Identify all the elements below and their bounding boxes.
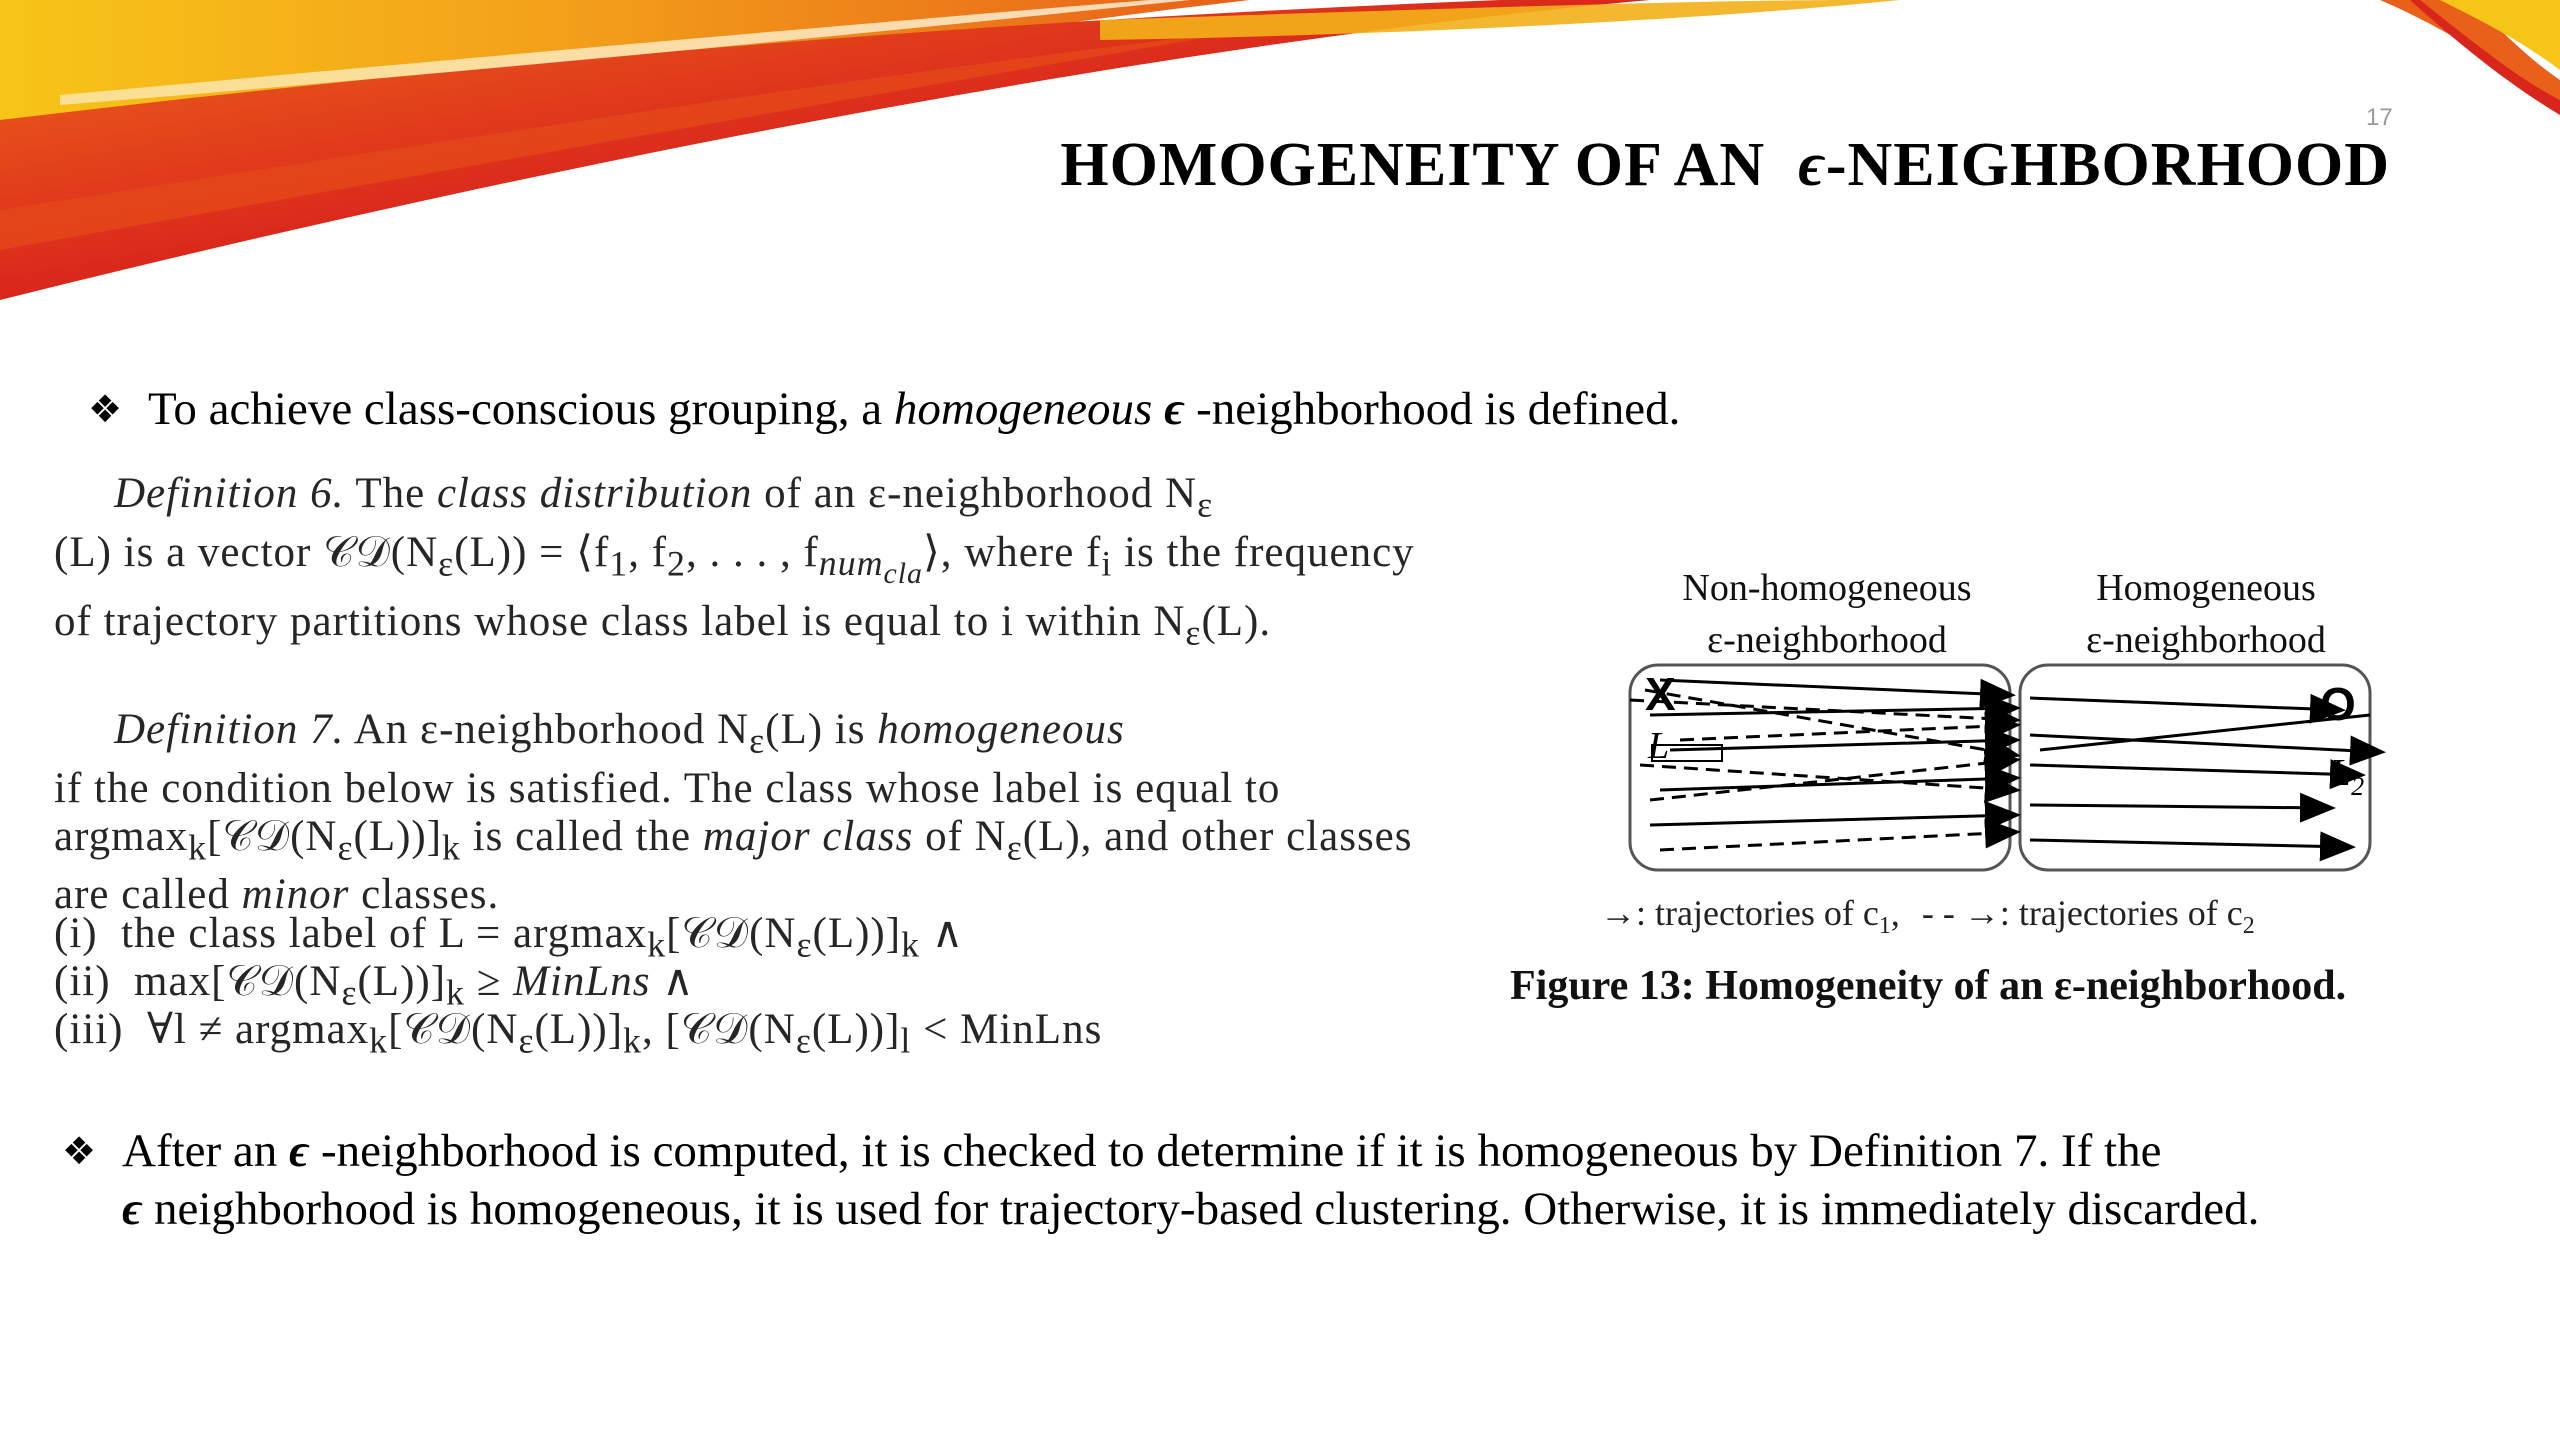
def-text: (L), and other classes are called xyxy=(54,812,1413,919)
cond-sub: ε xyxy=(795,1020,812,1061)
def-sub: 1 xyxy=(609,543,629,584)
bullet-item xyxy=(88,380,2388,438)
legend-dashed: - - →: trajectories of c xyxy=(1921,893,2243,933)
cond-sub: k xyxy=(623,1020,642,1061)
cond-text: (L))] xyxy=(534,1006,624,1053)
cond-text: [𝒞𝒟(N xyxy=(666,910,797,957)
bullet-text-part: To achieve class-conscious grouping, a xyxy=(148,383,894,435)
definition-label: Definition 6. xyxy=(114,470,345,517)
cond-sub: k xyxy=(446,972,465,1013)
cond-sub: ε xyxy=(341,972,358,1013)
cond-text: , [𝒞𝒟(N xyxy=(641,1006,796,1053)
def-sub: ε xyxy=(438,543,455,584)
def-text: if the condition below is satisfied. The class whose label is equal to argmax xyxy=(54,764,1281,860)
def-sub-part: num xyxy=(818,543,884,584)
bullet-text-part: neighborhood is homogeneous, it is used for trajectory-based clustering. Otherwise, it is immediately discarded. xyxy=(142,1183,2260,1235)
def-text: (L). xyxy=(1201,598,1272,646)
bullet-item xyxy=(62,1122,2422,1238)
bullet-diamond-icon: ❖ xyxy=(88,387,123,431)
legend-solid: →: trajectories of c xyxy=(1600,893,1879,933)
def-term: class distribution xyxy=(436,470,753,517)
figure-caption: Figure 13: Homogeneity of an ε-neighborhood. xyxy=(1510,963,2347,1009)
cond-sub: l xyxy=(900,1020,912,1061)
def-text: is the frequency of trajectory partitions whose class label is equal to i within N xyxy=(54,528,1415,646)
definition-6 xyxy=(54,470,1434,657)
def-text: classes. xyxy=(349,871,500,919)
bullet-text-part: -neighborhood is computed, it is checked to determine if it is homogeneous by Definition 7. If the xyxy=(309,1125,2162,1177)
definition-7 xyxy=(54,706,1434,919)
label-l2-letter: L xyxy=(2330,752,2352,794)
cond-text: (L))] xyxy=(357,958,447,1005)
cond-sub: k xyxy=(647,924,667,965)
cond-text: max[𝒞𝒟(N xyxy=(134,958,342,1005)
def-text: The xyxy=(344,470,437,517)
label-l: L xyxy=(1648,725,1670,767)
def-term: homogeneous xyxy=(877,706,1125,753)
cond-text: ∧ xyxy=(919,910,965,957)
def-sub: ε xyxy=(337,827,354,868)
title-prefix: HOMOGENEITY OF AN xyxy=(1060,131,1766,199)
epsilon-symbol: ϵ xyxy=(289,1125,310,1177)
solid-trajectories xyxy=(1650,680,2380,847)
cond-text: ≥ xyxy=(464,958,514,1005)
def-sub: ε xyxy=(1197,484,1214,525)
def-text: (L)) = ⟨f xyxy=(454,528,610,576)
bullet-text xyxy=(148,383,1680,435)
figure-13-diagram xyxy=(1590,550,2490,950)
legend-dashed-sub: 2 xyxy=(2242,913,2255,939)
def-term: major class xyxy=(702,812,914,860)
epsilon-symbol: ϵ xyxy=(1164,383,1185,435)
def-text: An ε-neighborhood N xyxy=(344,706,750,753)
cond-text: < MinLns xyxy=(911,1006,1103,1053)
cond-text: the class label of L = argmax xyxy=(121,910,648,957)
label-l2-sub: 2 xyxy=(2351,772,2365,801)
bullet-diamond-icon: ❖ xyxy=(62,1129,97,1173)
definition-label: Definition 7. xyxy=(114,706,345,753)
cond-text: ∀l ≠ argmax xyxy=(146,1006,370,1053)
cond-text: (L))] xyxy=(811,1006,901,1053)
cond-text: MinLns ∧ xyxy=(513,958,695,1005)
marker-x-icon: X xyxy=(1645,668,1676,720)
figure-header-left-line2: ε-neighborhood xyxy=(1707,619,1947,661)
def-sub: ε xyxy=(1006,827,1023,868)
def-sub: k xyxy=(442,827,461,868)
cond-sub: k xyxy=(369,1020,389,1061)
title-suffix: -NEIGHBORHOOD xyxy=(1825,131,2390,199)
slide-title xyxy=(900,130,2390,201)
def-text: , f xyxy=(628,528,668,576)
cond-text: [𝒞𝒟(N xyxy=(388,1006,519,1053)
def-term: minor xyxy=(241,871,350,919)
def-sub xyxy=(818,543,923,591)
condition-index: (iii) xyxy=(54,1006,124,1053)
def-text: ⟩, where f xyxy=(922,528,1102,576)
def-text: , . . . , f xyxy=(685,528,819,576)
bullet-text-part: -neighborhood is defined. xyxy=(1184,383,1681,435)
def-subsub: cla xyxy=(883,557,923,591)
figure-legend xyxy=(1600,893,2255,939)
cond-sub: ε xyxy=(796,924,813,965)
def-sub: i xyxy=(1101,543,1113,584)
marker-o-icon: O xyxy=(2320,678,2356,730)
def-sub: ε xyxy=(1185,612,1202,653)
def-text: (L) is a vector 𝒞𝒟(N xyxy=(54,528,439,576)
def-sub: k xyxy=(188,827,208,868)
def-sub: 2 xyxy=(667,543,686,584)
def-text: (L))] xyxy=(353,812,443,860)
cond-sub: ε xyxy=(518,1020,535,1061)
cond-sub: k xyxy=(901,924,920,965)
bullet-text-part: After an xyxy=(122,1125,290,1177)
bullet-text xyxy=(122,1122,2422,1238)
condition-index: (i) xyxy=(54,910,98,957)
epsilon-symbol: ϵ xyxy=(122,1183,143,1235)
figure-header-left-line1: Non-homogeneous xyxy=(1682,567,1972,609)
def-text: of N xyxy=(913,812,1007,860)
figure-header-right-line1: Homogeneous xyxy=(2096,567,2316,609)
condition-index: (ii) xyxy=(54,958,111,1005)
label-l2 xyxy=(2329,752,2364,801)
def-sub: ε xyxy=(749,720,766,761)
cond-text: (L))] xyxy=(812,910,902,957)
legend-separator: , xyxy=(1890,893,1900,933)
title-epsilon-symbol: ϵ xyxy=(1798,131,1826,199)
legend-solid-sub: 1 xyxy=(1878,913,1891,939)
def-text: is called the xyxy=(460,812,703,860)
condition-iii xyxy=(54,1006,1102,1065)
def-text: (L) is xyxy=(765,706,878,753)
figure-header-right-line2: ε-neighborhood xyxy=(2086,619,2326,661)
def-text: of an ε-neighborhood N xyxy=(752,470,1198,517)
slide-number: 17 xyxy=(2366,104,2393,131)
bullet-italic-term: homogeneous xyxy=(893,383,1153,435)
def-text: [𝒞𝒟(N xyxy=(207,812,338,860)
